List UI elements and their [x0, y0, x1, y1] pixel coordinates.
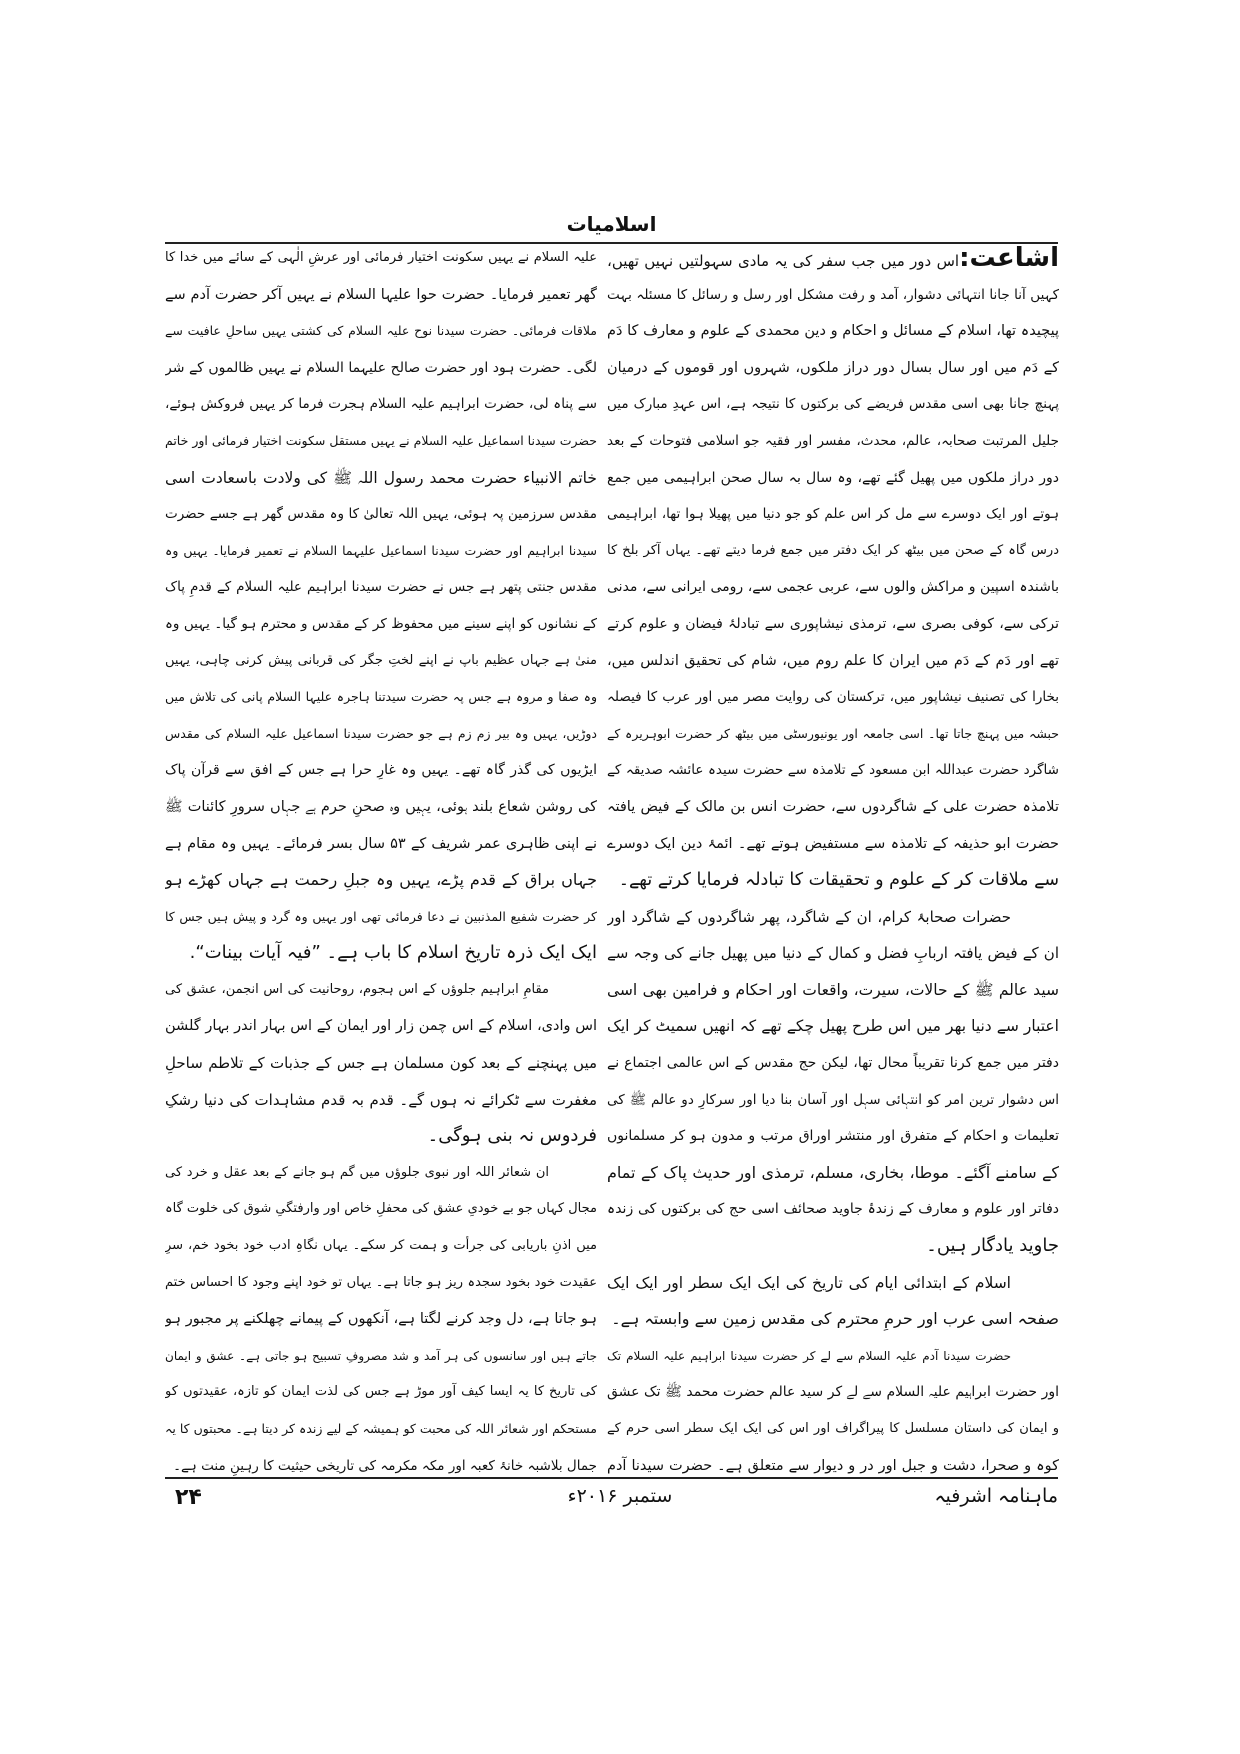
line-text: اس دور میں جب سفر کی یہ مادی سہولتیں نہیں تھیں، [607, 252, 960, 270]
text-line [165, 1045, 597, 1082]
text-line [165, 1155, 597, 1192]
text-line [165, 1118, 597, 1155]
line-text: مقدس سرزمین پہ ہوئی، یہیں اللہ تعالیٰ کا وہ مقدس گھر ہے جسے حضرت [165, 506, 597, 523]
text-line [165, 423, 597, 460]
text-line [607, 862, 1059, 899]
text-line [607, 423, 1059, 460]
line-text: تھے اور دَم کے دَم میں ایران کا علم روم میں، شام کی تحقیق اندلس میں، [607, 652, 1059, 669]
footer-divider [165, 1477, 1058, 1479]
line-text: کی تاریخ کا یہ ایسا کیف آور موڑ ہے جس کی لذت ایمان کو تازہ، عقیدتوں کو [165, 1384, 597, 1400]
right-column [607, 240, 1059, 1484]
text-line [607, 460, 1059, 497]
text-line [607, 752, 1059, 789]
line-text: کر حضرت شفیع المذنبین نے دعا فرمائی تھی اور یہیں وہ گرد و پیش ہیں جس کا [165, 908, 597, 924]
line-text: کوہ و صحرا، دشت و جبل اور در و دیوار سے متعلق ہے۔ حضرت سیدنا آدم [607, 1457, 1059, 1474]
line-text: اور حضرت ابراہیم علیہ السلام سے لے کر سید عالم حضرت محمد ﷺ تک عشق [607, 1384, 1059, 1401]
line-text: عقیدت خود بخود سجدہ ریز ہو جاتا ہے۔ یہاں تو خود اپنے وجود کا احساس ختم [165, 1274, 597, 1290]
line-text: اسلام کے ابتدائی ایام کی تاریخ کی ایک ایک سطر اور ایک ایک [607, 1273, 1011, 1292]
text-line [607, 240, 1059, 277]
text-line [165, 1338, 597, 1375]
text-line [607, 496, 1059, 533]
text-line [607, 1045, 1059, 1082]
text-line [165, 789, 597, 826]
text-line [607, 350, 1059, 387]
text-line [165, 1374, 597, 1411]
text-line [165, 679, 597, 716]
text-line [165, 643, 597, 680]
text-line [607, 1155, 1059, 1192]
line-text: اعتبار سے دنیا بھر میں اس طرح پھیل چکے تھے کہ انھیں سمیٹ کر ایک [607, 1017, 1059, 1036]
text-line [607, 1265, 1059, 1302]
line-text: اس وادی، اسلام کے اس چمن زار اور ایمان کے اس بہار اندر بہار گلشن [165, 1018, 597, 1035]
text-line [607, 313, 1059, 350]
line-text: جہاں براق کے قدم پڑے، یہیں وہ جبلِ رحمت ہے جہاں کھڑے ہو [165, 870, 597, 890]
text-line [607, 643, 1059, 680]
text-line [165, 972, 597, 1009]
line-text: مقامِ ابراہیم جلوؤں کے اس ہجوم، روحانیت کی اس انجمن، عشق کی [165, 981, 549, 997]
line-text: مغفرت سے ٹکرائے نہ ہوں گے۔ قدم بہ قدم مشاہدات کی دنیا رشکِ [165, 1090, 597, 1109]
line-text: حضرات صحابۂ کرام، ان کے شاگرد، پھر شاگردوں کے شاگرد اور [607, 907, 1011, 926]
text-line [165, 935, 597, 972]
line-text: باشندہ اسپین و مراکش والوں سے، عربی عجمی سے، رومی ایرانی سے، مدنی [607, 579, 1059, 596]
text-line [165, 240, 597, 277]
line-text: حضرت سیدنا آدم علیہ السلام سے لے کر حضرت سیدنا ابراہیم علیہ السلام تک [607, 1348, 1011, 1363]
section-lead-heading: اشاعت: [959, 243, 1059, 273]
text-line [165, 533, 597, 570]
text-line [607, 935, 1059, 972]
line-text: پہنچ جانا بھی اسی مقدس فریضے کی برکتوں کا نتیجہ ہے، اس عہدِ مبارک میں [607, 396, 1059, 413]
text-line [607, 899, 1059, 936]
line-text: مستحکم اور شعائر اللہ کی محبت کو ہمیشہ کے لیے زندہ کر دیتا ہے۔ محبتوں کا یہ [165, 1421, 597, 1436]
text-line [165, 1191, 597, 1228]
line-text: جاتے ہیں اور سانسوں کی ہر آمد و شد مصروفِ تسبیح ہو جاتی ہے۔ عشق و ایمان [165, 1348, 597, 1363]
line-text: تلامذہ حضرت علی کے شاگردوں سے، حضرت انس بن مالک کے فیض یافتہ [607, 798, 1059, 815]
text-line [607, 1118, 1059, 1155]
line-text: خاتم الانبیاء حضرت محمد رسول اللہ ﷺ کی ولادت باسعادت اسی [165, 468, 597, 487]
text-line [165, 716, 597, 753]
text-line [165, 1082, 597, 1119]
line-text: منیٰ ہے جہاں عظیم باپ نے اپنے لختِ جگر کی قربانی پیش کرنی چاہی، یہیں [165, 652, 597, 668]
line-text: ان کے فیض یافتہ اربابِ فضل و کمال کے دنیا میں پھیل جانے کی وجہ سے [607, 944, 1059, 963]
text-line [165, 862, 597, 899]
section-title: اسلامیات [566, 212, 657, 236]
line-text: حضرت ابو حذیفہ کے تلامذہ سے مستفیض ہوتے تھے۔ ائمۂ دین ایک دوسرے [607, 835, 1059, 852]
line-text: سید عالم ﷺ کے حالات، سیرت، واقعات اور احکام و فرامین بھی اسی [607, 980, 1059, 999]
line-text: فردوس نہ بنی ہوگی۔ [427, 1125, 597, 1147]
text-line [165, 899, 597, 936]
line-text: تعلیمات و احکام کے متفرق اور منتشر اوراق مرتب و مدون ہو کر مسلمانوں [607, 1128, 1059, 1145]
line-text: ہوتے اور ایک دوسرے سے مل کر اس علم کو جو دنیا میں پھیلا ہوا تھا، ابراہیمی [607, 506, 1059, 523]
line-text: اس دشوار ترین امر کو انتہائی سہل اور آسان بنا دیا اور سرکارِ دو عالم ﷺ کی [607, 1091, 1059, 1108]
text-line [165, 752, 597, 789]
line-text: حضرت سیدنا اسماعیل علیہ السلام نے یہیں مستقل سکونت اختیار فرمائی اور خاتم [165, 432, 597, 448]
text-line [607, 569, 1059, 606]
line-text: دور دراز ملکوں میں پھیل گئے تھے، وہ سال بہ سال صحن ابراہیمی میں جمع [607, 469, 1059, 486]
line-text: میں پہنچنے کے بعد کون مسلمان ہے جس کے جذبات کے تلاطم ساحلِ [165, 1054, 597, 1073]
line-text: کی روشن شعاع بلند ہوئی، یہیں وہ صحنِ حرم ہے جہاں سرورِ کائنات ﷺ [165, 798, 597, 815]
text-line [607, 716, 1059, 753]
text-line [165, 1008, 597, 1045]
line-text: دوڑیں، یہیں وہ بیر زم زم ہے جو حضرت سیدنا اسماعیل علیہ السلام کی مقدس [165, 725, 597, 741]
line-text: حبشہ میں پہنچ جاتا تھا۔ اسی جامعہ اور یونیورسٹی میں بیٹھ کر حضرت ابوہریرہ کے [607, 725, 1059, 741]
text-line [165, 569, 597, 606]
line-text: وہ صفا و مروہ ہے جس پہ حضرت سیدتنا ہاجرہ علیہا السلام پانی کی تلاش میں [165, 689, 597, 705]
text-line [607, 606, 1059, 643]
text-line [607, 1411, 1059, 1448]
line-text: مجال کہاں جو بے خودیِ عشق کی محفلِ خاص اور وارفتگیِ شوق کی خلوت گاہ [165, 1201, 597, 1217]
line-text: لگی۔ حضرت ہود اور حضرت صالح علیہما السلام نے یہیں ظالموں کے شر [165, 359, 597, 376]
magazine-name: ماہنامہ اشرفیہ [934, 1485, 1058, 1507]
line-text: جاوید یادگار ہیں۔ [926, 1235, 1059, 1257]
text-line [165, 496, 597, 533]
line-text: سے پناہ لی، حضرت ابراہیم علیہ السلام ہجرت فرما کر یہیں فروکش ہوئے، [165, 396, 597, 413]
line-text: دفتر میں جمع کرنا تقریباً محال تھا، لیکن حج مقدس کے اس عالمی اجتماع نے [607, 1055, 1059, 1072]
line-text: سیدنا ابراہیم اور حضرت سیدنا اسماعیل علیہما السلام نے تعمیر فرمایا۔ یہیں وہ [165, 542, 597, 558]
page-number: ۲۴ [175, 1485, 202, 1510]
text-line [607, 826, 1059, 863]
text-line [165, 460, 597, 497]
left-column [165, 240, 597, 1484]
text-line [607, 1374, 1059, 1411]
line-text: گھر تعمیر فرمایا۔ حضرت حوا علیہا السلام نے یہیں آکر حضرت آدم سے [165, 286, 597, 303]
line-text: ملاقات فرمائی۔ حضرت سیدنا نوح علیہ السلام کی کشتی یہیں ساحلِ عافیت سے [165, 323, 597, 339]
line-text: جلیل المرتبت صحابہ، عالم، محدث، مفسر اور فقیہ جو اسلامی فتوحات کے بعد [607, 432, 1059, 449]
text-line [165, 1265, 597, 1302]
line-text: ایڑیوں کی گذر گاہ تھے۔ یہیں وہ غارِ حرا ہے جس کے افق سے قرآن پاک [165, 762, 597, 779]
line-text: جمال بلاشبہ خانۂ کعبہ اور مکہ مکرمہ کی تاریخی حیثیت کا رہینِ منت ہے۔ [173, 1457, 597, 1474]
text-line [607, 386, 1059, 423]
text-line [165, 1301, 597, 1338]
text-line [607, 533, 1059, 570]
text-line [607, 1008, 1059, 1045]
line-text: صفحہ اسی عرب اور حرمِ محترم کی مقدس زمین سے وابستہ ہے۔ [611, 1309, 1059, 1329]
line-text: بخارا کی تصنیف نیشاپور میں، ترکستان کی روایت مصر میں اور عرب کا فیصلہ [607, 689, 1059, 706]
line-text: ہو جاتا ہے، دل وجد کرنے لگتا ہے، آنکھوں کے پیمانے چھلکنے پر مجبور ہو [165, 1311, 597, 1328]
line-text: علیہ السلام نے یہیں سکونت اختیار فرمائی اور عرشِ الٰہی کے سائے میں خدا کا [165, 250, 597, 265]
line-text: ترکی سے، کوفی بصری سے، ترمذی نیشاپوری سے تبادلۂ فیضان و علوم کرتے [607, 615, 1059, 632]
text-line [607, 1301, 1059, 1338]
text-line [607, 1082, 1059, 1119]
issue-date: ستمبر ۲۰۱۶ء [567, 1485, 673, 1507]
text-line [607, 1191, 1059, 1228]
text-line [165, 350, 597, 387]
text-line [607, 277, 1059, 314]
line-text: شاگرد حضرت عبداللہ ابن مسعود کے تلامذہ سے حضرت سیدہ عائشہ صدیقہ کے [607, 762, 1059, 779]
line-text: مقدس جنتی پتھر ہے جس نے حضرت سیدنا ابراہیم علیہ السلام کے قدمِ پاک [165, 579, 597, 596]
text-line [165, 1228, 597, 1265]
line-text: ان شعائر اللہ اور نبوی جلوؤں میں گم ہو جانے کے بعد عقل و خرد کی [165, 1164, 549, 1180]
line-text: کہیں آنا جانا انتہائی دشوار، آمد و رفت مشکل اور رسل و رسائل کا مسئلہ بہت [607, 286, 1059, 303]
line-text: ایک ایک ذرہ تاریخ اسلام کا باب ہے۔ ”فیہ آیات بینات“. [189, 942, 597, 964]
line-text: دفاتر اور علوم و معارف کے زندۂ جاوید صحائف اسی حج کی برکتوں کی زندہ [607, 1201, 1059, 1218]
text-line [165, 606, 597, 643]
line-text: کے سامنے آگئے۔ موطا، بخاری، مسلم، ترمذی اور حدیث پاک کے تمام [607, 1162, 1059, 1182]
line-text: میں اذنِ باریابی کی جرأت و ہمت کر سکے۔ یہاں نگاہِ ادب خود بخود خم، سرِ [165, 1238, 597, 1254]
line-text: نے اپنی ظاہری عمر شریف کے ۵۳ سال بسر فرمائے۔ یہیں وہ مقام ہے [165, 835, 597, 852]
line-text: سے ملاقات کر کے علوم و تحقیقات کا تبادلہ فرمایا کرتے تھے۔ [618, 870, 1059, 891]
text-line [607, 679, 1059, 716]
line-text: کے نشانوں کو اپنے سینے میں محفوظ کر کے مقدس و محترم ہو گیا۔ یہیں وہ [165, 615, 597, 632]
text-line [607, 972, 1059, 1009]
text-line [607, 1338, 1059, 1375]
text-line [165, 386, 597, 423]
text-line [165, 313, 597, 350]
line-text: پیچیدہ تھا، اسلام کے مسائل و احکام و دین محمدی کے علوم و معارف کا دَم [607, 323, 1059, 340]
line-text: درس گاہ کے صحن میں بیٹھ کر ایک دفتر میں جمع فرما دیتے تھے۔ یہاں آکر بلخ کا [607, 542, 1059, 558]
line-text: کے دَم میں اور سال بسال دور دراز ملکوں، شہروں اور قوموں کے درمیان [607, 359, 1059, 376]
text-line [607, 1228, 1059, 1265]
text-line [165, 1411, 597, 1448]
line-text: و ایمان کی داستان مسلسل کا پیراگراف اور اس کی ایک ایک سطر اسی حرم کے [607, 1421, 1059, 1436]
text-line [165, 826, 597, 863]
text-line [607, 789, 1059, 826]
text-line [165, 277, 597, 314]
